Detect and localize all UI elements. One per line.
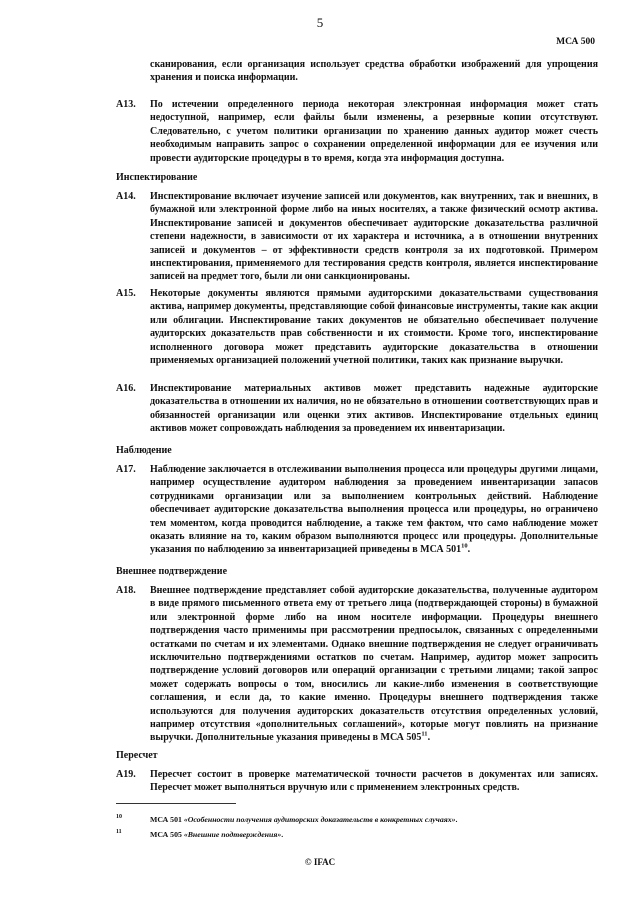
section-heading-observation: Наблюдение <box>116 445 172 456</box>
paragraph-text: Инспектирование материальных активов может представить надежные аудиторские доказательства в отношении их наличия, но не обязательно в отношении соответствующих прав и обязанностей организации или оценки этих активов. Инспектирование отдельных единиц активов может сопровождать наблюдения за проведением их инвентаризации. <box>150 383 598 435</box>
paragraph-end: . <box>427 732 431 744</box>
footnote-title: «Особенности получения аудиторских доказательств в конкретных случаях» <box>183 815 456 824</box>
section-heading-inspection: Инспектирование <box>116 172 198 183</box>
footnote-prefix: МСА 501 <box>150 815 184 824</box>
footnote-prefix: МСА 505 <box>150 830 184 839</box>
paragraph-label: A16. <box>116 383 136 394</box>
paragraph-text: По истечении определенного периода некоторая электронная информация может стать недоступной, например, если файлы были изменены, а резервные копии отсутствуют. Следовательно, с учетом политики организации по хранению данных аудитор может счесть необходимым направить запрос о сохранении определенной информации для ее изучения или провести аудиторские процедуры в то время, когда эта информация доступна. <box>150 99 598 164</box>
paragraph-text: Инспектирование включает изучение записей или документов, как внутренних, так и внешних, в бумажной или электронной форме либо на иных носителях, а также физический осмотр актива. Инспектирование записей и документов обеспечивает аудиторские доказательства различной степени надежности, в зависимости от их характера и источника, а в отношении внутренних записей и документов – от эффективности средств контроля за их подготовкой. Примером инспектирования, применяемого для тестирования средств контроля, является инспектирование записей на предмет того, были ли они санкционированы. <box>150 191 598 283</box>
paragraph-end: . <box>467 544 471 556</box>
paragraph-text <box>150 584 598 745</box>
paragraph-label: A19. <box>116 769 136 780</box>
paragraph-text <box>150 463 598 557</box>
footnote-ref-10[interactable]: 10 <box>461 543 468 551</box>
footnote-title: «Внешние подтверждения» <box>183 830 282 839</box>
paragraph-label: A15. <box>116 288 136 299</box>
footnote-number: 11 <box>116 829 122 835</box>
footnote-separator <box>116 803 236 804</box>
footnote-end: . <box>455 815 458 824</box>
paragraph-text: Некоторые документы являются прямыми аудиторскими доказательствами существования актива, например документы, представляющие собой финансовые инструменты, такие как акции или облигации. Инспектирование таких документов не обязательно обеспечивает получение аудиторских доказательств прав собственности и их стоимости. Кроме того, инспектирование исполненного договора может представить аудиторские доказательства в отношении применяемых организацией положений учетной политики, таких как признание выручки. <box>150 288 598 367</box>
paragraph-label: A13. <box>116 99 136 110</box>
paragraph-body: Внешнее подтверждение представляет собой аудиторские доказательства, полученные аудитором в виде прямого письменного ответа ему от третьего лица (подтверждающей стороны) в бумажной или электронной форме либо на ином носителе информации. Процедуры внешнего подтверждения часто применимы при рассмотрении предпосылок, связанных с определенными остатками по счетам и их элементами. Однако внешние подтверждения не следует ограничивать исключительно подтверждениями остатков по счетам. Например, аудитор может запросить подтверждение условий договоров или операций организации с третьими лицами; такой запрос может содержать вопросы о том, вносились ли какие-либо изменения в соответствующие соглашения, и если да, то какие именно. Процедуры внешнего подтверждения также используются для получения аудиторских доказательств отсутствия определенных условий, например отсутствия «дополнительных соглашений», которые могут повлиять на признание выручки. Дополнительные указания приведены в МСА 505 <box>150 585 598 744</box>
footnote-number: 10 <box>116 814 122 820</box>
footnote-ref-11[interactable]: 11 <box>421 731 428 739</box>
running-header-code: МСА 500 <box>556 37 595 47</box>
footnote-end: . <box>281 830 284 839</box>
section-heading-external-confirmation: Внешнее подтверждение <box>116 566 228 577</box>
paragraph-label: A14. <box>116 191 136 202</box>
continued-text: сканирования, если организация использует средства обработки изображений для упрощения хранения и поиска информации. <box>150 59 598 84</box>
paragraph-text: Пересчет состоит в проверке математической точности расчетов в документах или записях. Пересчет может выполняться вручную или с применением электронных средств. <box>150 769 598 794</box>
section-heading-recalculation: Пересчет <box>116 750 158 761</box>
paragraph-body: Наблюдение заключается в отслеживании выполнения процесса или процедуры другими лицами, например осуществление аудитором наблюдения за проведением инвентаризации запасов сотрудниками организации или за выполнением контрольных действий. Наблюдение обеспечивает аудиторские доказательства выполнения процесса или процедуры, но ограничено тем моментом, когда проводится наблюдение, а также тем фактом, что само наблюдение может оказать влияние на то, каким образом выполняются процесс или процедуры. Дополнительные указания по наблюдению за инвентаризацией приведены в МСА 501 <box>150 464 598 556</box>
page-number: 5 <box>316 15 324 30</box>
footnote-text <box>150 830 283 840</box>
page-footer: © IFAC <box>304 857 336 867</box>
paragraph-label: A17. <box>116 464 136 475</box>
footnote-text <box>150 815 457 825</box>
paragraph-label: A18. <box>116 585 136 596</box>
